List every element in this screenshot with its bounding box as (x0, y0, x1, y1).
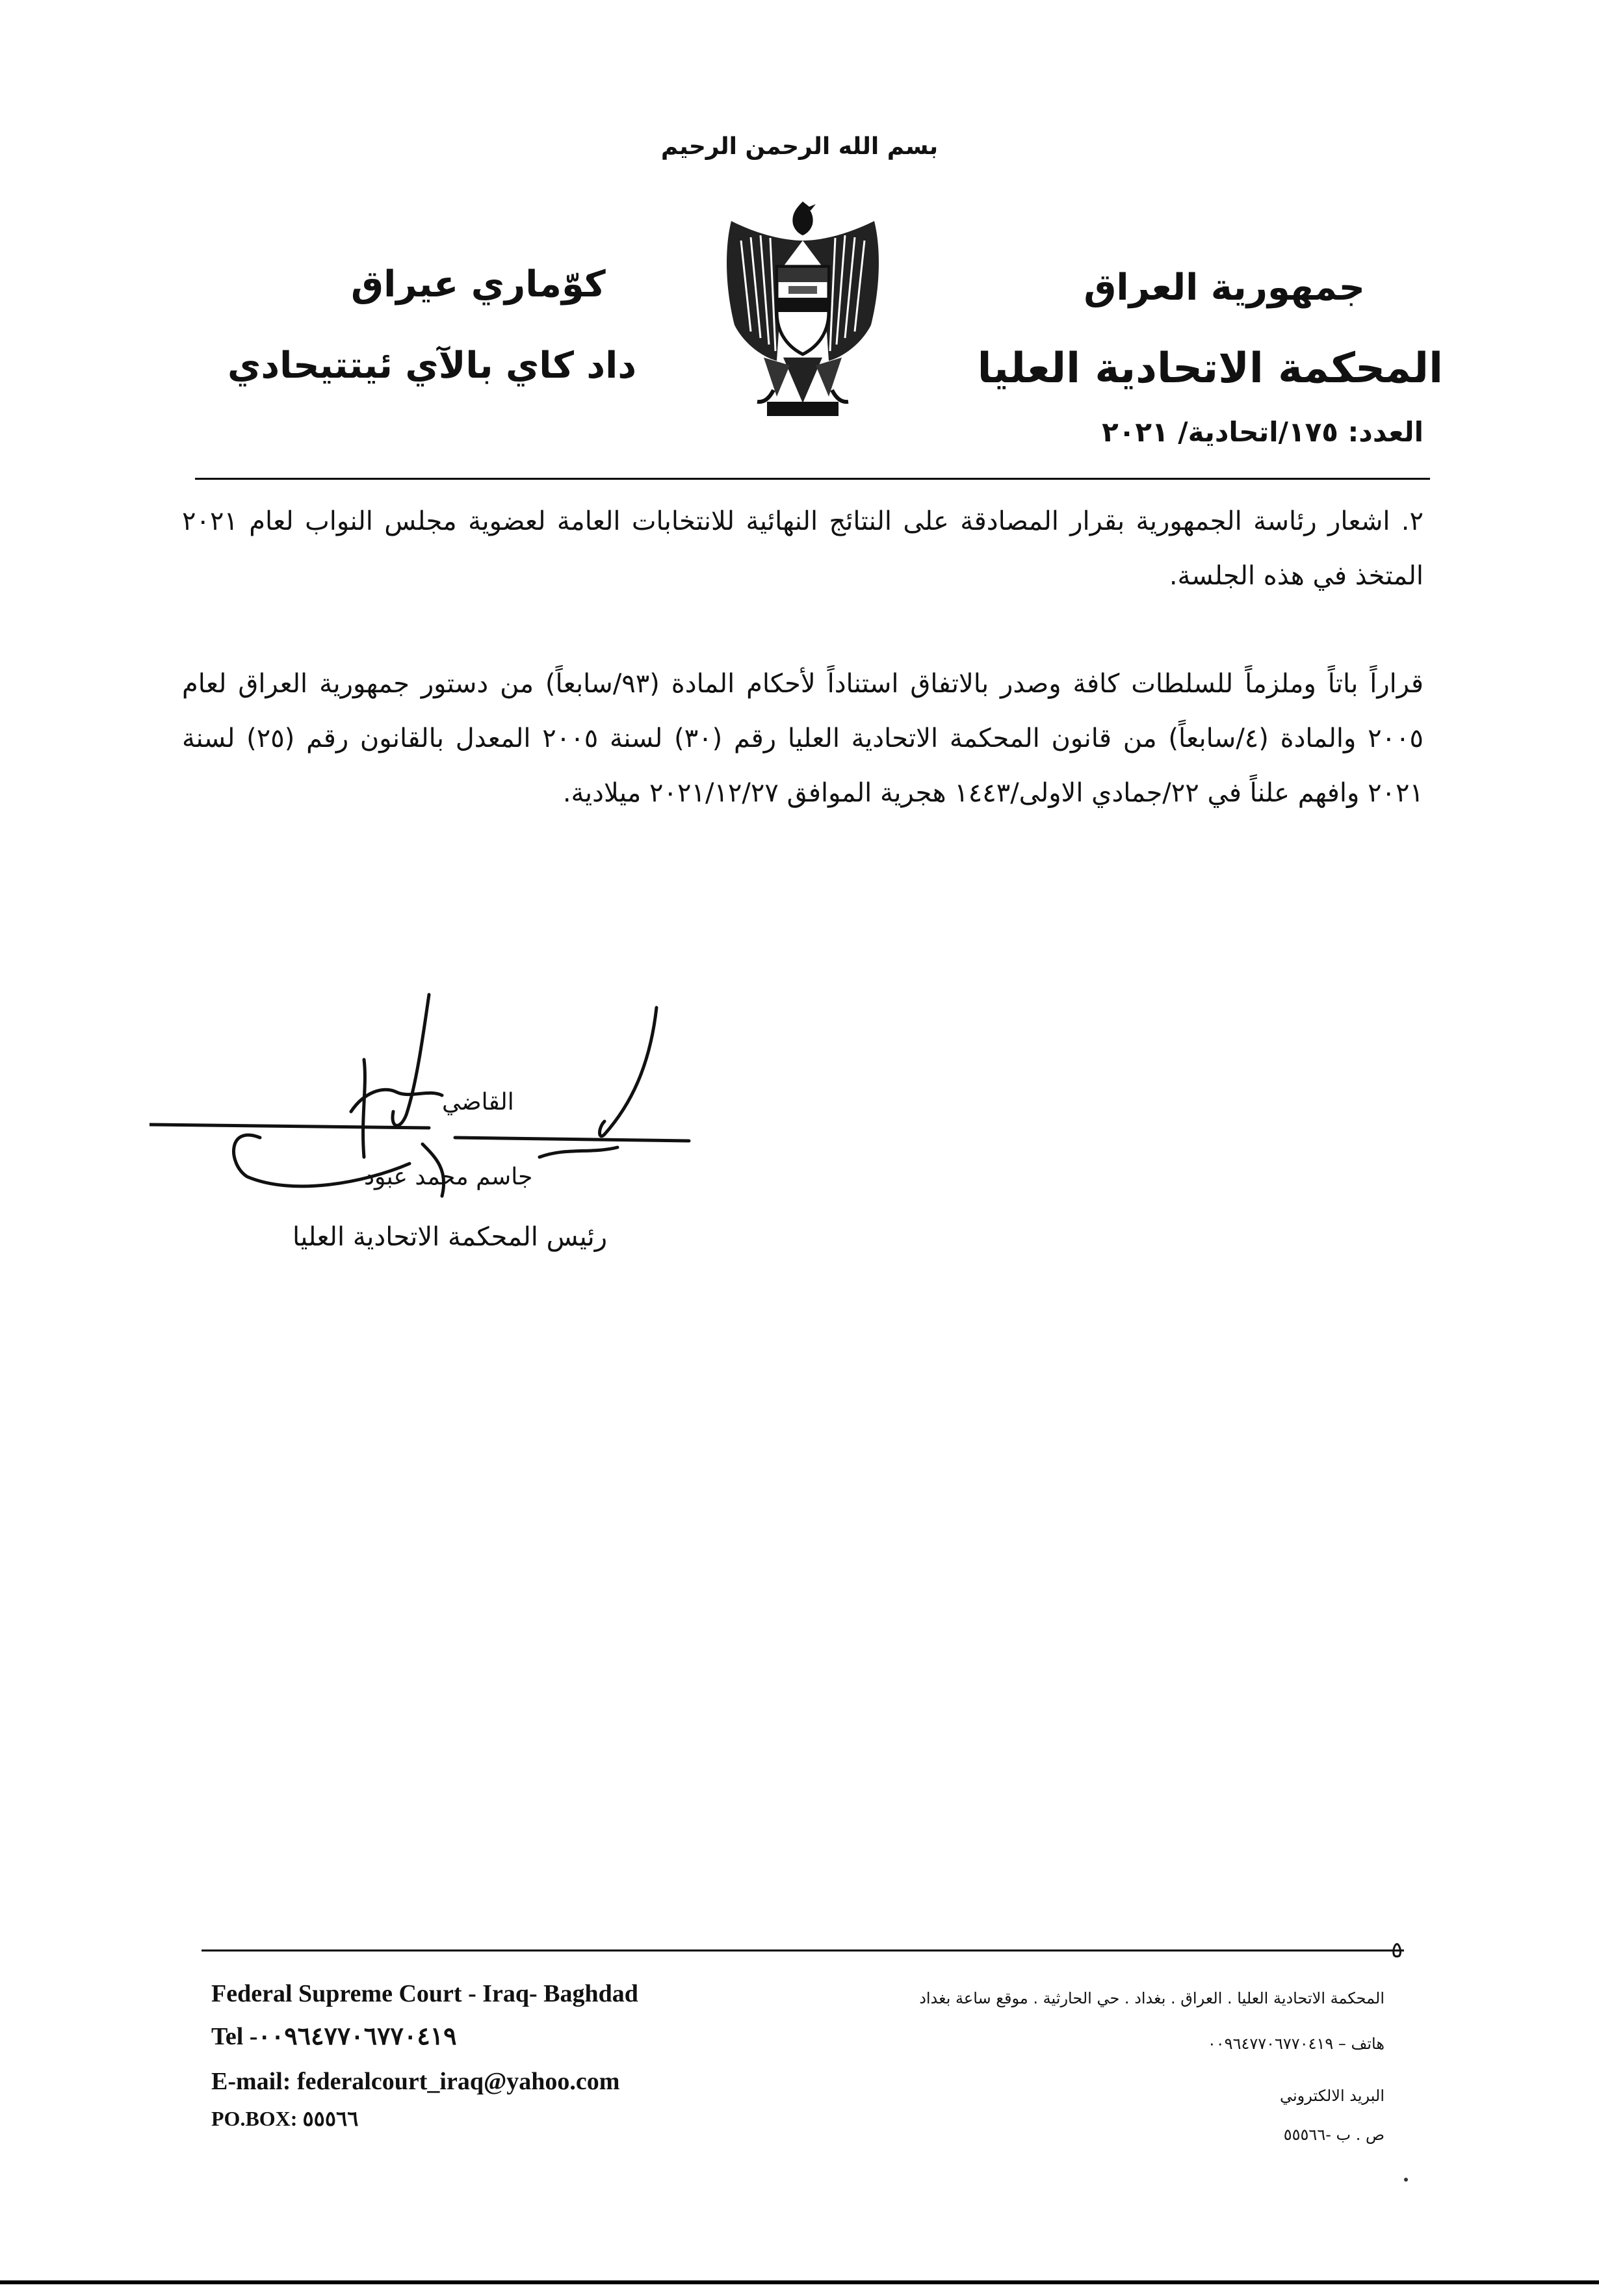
header-court-arabic: المحكمة الاتحادية العليا (977, 345, 1443, 393)
scan-speck (1404, 2178, 1408, 2182)
footer-po-box-arabic: ص . ب -٥٥٥٦٦ (1283, 2126, 1384, 2144)
reference-number: العدد: ١٧٥/اتحادية/ ٢٠٢١ (1102, 416, 1424, 448)
header-country-kurdish: كوّماري عيراق (351, 263, 606, 306)
footer-email-label-arabic: البريد الالكتروني (1279, 2087, 1384, 2105)
page-number: ٥ (1391, 1937, 1403, 1963)
footer-telephone-arabic: هاتف – ٠٠٩٦٤٧٧٠٦٧٧٠٤١٩ (1207, 2035, 1384, 2053)
footer-email: E-mail: federalcourt_iraq@yahoo.com (211, 2068, 620, 2095)
header-court-kurdish: داد كاي بالآي ئيتتيحادي (228, 345, 637, 387)
footer-po-box: PO.BOX: ٥٥٥٦٦ (211, 2107, 359, 2130)
judge-name: جاسم محمد عبود (364, 1164, 533, 1190)
basmala: بسم الله الرحمن الرحيم (660, 133, 939, 160)
header-divider (195, 478, 1430, 480)
judge-title: القاضي (442, 1089, 514, 1115)
footer-divider (202, 1950, 1404, 1951)
scan-edge-line (0, 2280, 1599, 2284)
footer-court-name: Federal Supreme Court - Iraq- Baghdad (211, 1980, 638, 2007)
paragraph-decision: قراراً باتاً وملزماً للسلطات كافة وصدر بالاتفاق استناداً لأحكام المادة (٩٣/سابعاً) من دستور جمهورية العراق لعام ٢٠٠٥ والمادة (٤/سابعاً) من قانون المحكمة الاتحادية العليا رقم (٣٠) لسنة ٢٠٠٥ المعدل بالقانون رقم (٢٥) لسنة ٢٠٢١ وافهم علناً في ٢٢/جمادي الاولى/١٤٤٣ هجرية الموافق ٢٠٢١/١٢/٢٧ ميلادية. (182, 669, 1424, 808)
iraq-eagle-emblem-icon (705, 195, 900, 429)
judge-role: رئيس المحكمة الاتحادية العليا (292, 1222, 608, 1252)
footer-address-arabic: المحكمة الاتحادية العليا . العراق . بغداد . حي الحارثية . موقع ساعة بغداد (919, 1989, 1384, 2007)
header-country-arabic: جمهورية العراق (1084, 267, 1365, 309)
paragraph-notification: ٢. اشعار رئاسة الجمهورية بقرار المصادقة على النتائج النهائية للانتخابات العامة لعضوية مجلس النواب لعام ٢٠٢١ المتخذ في هذه الجلسة. (182, 506, 1424, 591)
footer-telephone: Tel -٠٠٩٦٤٧٧٠٦٧٧٠٤١٩ (211, 2023, 457, 2050)
